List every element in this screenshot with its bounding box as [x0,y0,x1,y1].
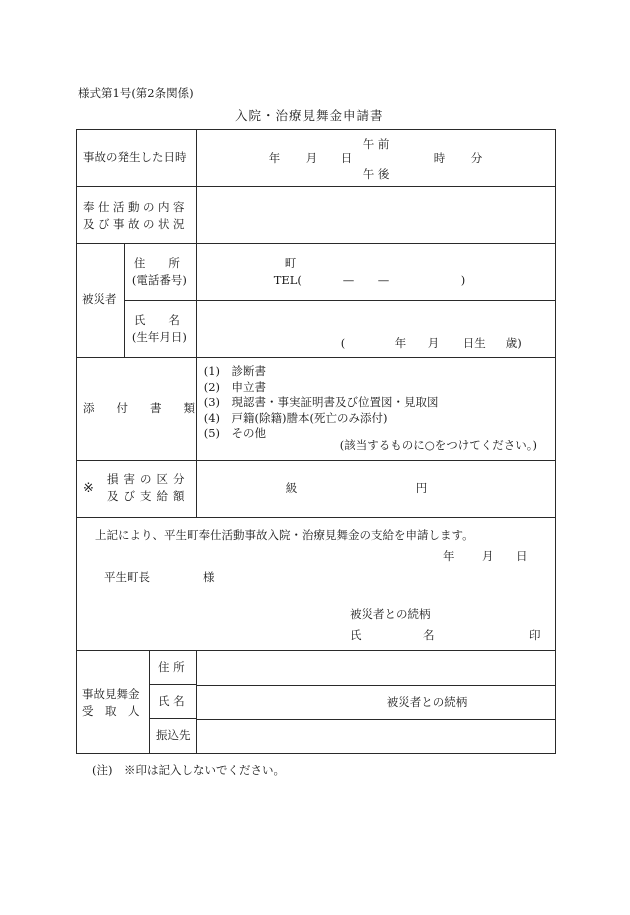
tel-close: ) [460,273,466,287]
victim-name-label-cell [124,301,196,358]
footnote: (注) ※印は記入しないでください。 [92,763,285,777]
declaration-relation: 被災者との続柄 [350,607,431,621]
accident-datetime-field[interactable] [196,130,555,187]
activity-label-cell [77,187,197,244]
victim-phone-label: (電話番号) [131,273,187,287]
attachment-item: (2) 申立書 [203,379,267,394]
mayor-label: 平生町長 [104,570,150,584]
birth-year: 年 [394,336,407,350]
declaration-cell [77,518,556,651]
victim-label: 被災者 [82,292,117,306]
damage-mark: ※ [83,481,94,496]
victim-name-label: 氏 名 [133,313,180,327]
yen-label: 円 [415,481,428,495]
recipient-sublabel-column [149,651,197,753]
pm-label: 午 後 [362,167,390,181]
activity-label-line2: 及び事故の状況 [83,217,188,231]
attachments-note: (該当するものに○をつけてください。) [339,438,537,452]
recipient-name-label-box [150,685,197,719]
victim-birth-label: (生年月日) [131,330,187,344]
birth-day: 日生 [462,336,486,350]
application-form-table [76,129,556,754]
attachment-item: (5) その他 [203,426,267,440]
seal-label: 印 [529,628,541,642]
recipient-address-label: 住 所 [158,660,185,674]
minute-label: 分 [470,151,483,165]
birth-age: 歳) [505,336,522,350]
recipient-label-line1: 事故見舞金 [82,687,140,701]
victim-address-label: 住 所 [133,256,180,270]
activity-field[interactable] [196,187,555,244]
tel-open: TEL( [273,273,302,287]
birth-month: 月 [427,336,440,350]
damage-label-line1: 損害の区分 [107,472,190,486]
attachments-field[interactable] [196,358,555,461]
declaration-month: 月 [482,549,494,563]
declaration-text: 上記により、平生町奉仕活動事故入院・治療見舞金の支給を申請します。 [95,528,474,542]
year-label: 年 [268,151,281,165]
recipient-label-cell [77,651,197,754]
recipient-label-line2: 受 取 人 [82,704,140,718]
recipient-address-field[interactable] [196,651,555,686]
accident-datetime-label: 事故の発生した日時 [83,150,187,164]
victim-address-label-cell [124,244,196,301]
declaration-day: 日 [516,549,528,563]
victim-name-field[interactable] [196,301,555,358]
damage-label-cell [77,461,197,518]
recipient-bank-label-box [150,719,197,753]
attachments-label: 添付書類 [83,401,217,415]
recipient-bank-field[interactable] [196,720,555,754]
victim-label-cell [77,244,125,358]
form-title: 入院・治療見舞金申請書 [235,108,384,123]
tel-dash-2: — [377,273,390,287]
attachment-item: (3) 現認書・事実証明書及び位置図・見取図 [203,395,439,409]
tel-dash-1: — [342,273,355,287]
grade-label: 級 [285,481,298,495]
recipient-bank-label: 振込先 [156,728,191,742]
recipient-name-field[interactable] [196,686,555,720]
sama-label: 様 [203,570,215,584]
recipient-name-label: 氏 名 [158,694,185,708]
declaration-year: 年 [443,549,455,563]
hour-label: 時 [433,151,446,165]
day-label: 日 [340,151,353,165]
recipient-relation: 被災者との続柄 [386,695,468,709]
damage-label-line2: 及び支給額 [107,489,190,503]
accident-datetime-label-cell [77,130,197,187]
attachments-label-cell [77,358,217,461]
victim-address-field[interactable] [196,244,555,301]
declaration-name-right: 名 [423,628,435,642]
attachment-item: (1) 診断書 [203,364,267,378]
town-label: 町 [284,256,297,270]
activity-label-line1: 奉仕活動の内容 [83,200,188,214]
recipient-address-label-box [150,651,197,685]
am-label: 午 前 [362,137,390,151]
month-label: 月 [305,151,318,165]
attachment-list [204,363,439,441]
attachment-item: (4) 戸籍(除籍)謄本(死亡のみ添付) [203,410,388,425]
damage-field[interactable] [196,461,555,518]
declaration-name-left: 氏 [350,628,362,642]
birth-open: ( [340,336,346,350]
form-number: 様式第1号(第2条関係) [78,86,194,100]
